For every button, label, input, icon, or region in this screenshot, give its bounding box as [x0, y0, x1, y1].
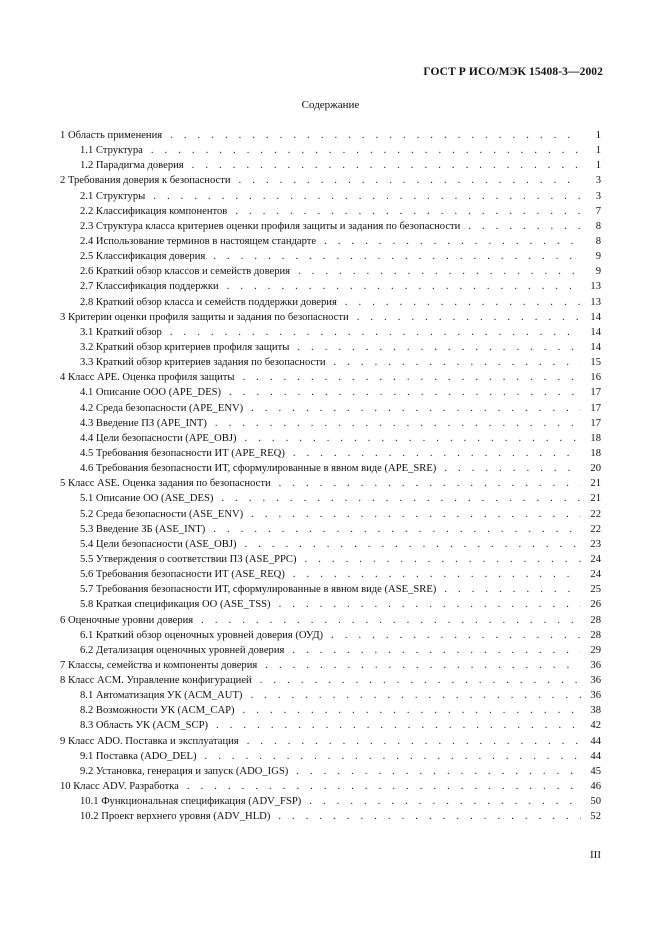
toc-entry-page: 8	[595, 220, 601, 232]
toc-entry-label: 4.6 Требования безопасности ИТ, сформулированные в явном виде (APE_SRE)	[80, 463, 437, 475]
toc-leader-dots	[468, 219, 581, 234]
toc-leader-dots	[260, 673, 581, 688]
toc-entry-page: 23	[590, 538, 601, 550]
toc-entry[interactable]	[60, 794, 601, 809]
toc-entry-page: 15	[590, 357, 601, 369]
toc-entry[interactable]	[60, 416, 601, 431]
toc-entry-label: 4.3 Введение ПЗ (APE_INT)	[80, 417, 207, 429]
toc-entry-page: 28	[590, 614, 601, 626]
toc-leader-dots	[297, 340, 581, 355]
toc-entry[interactable]	[60, 249, 601, 264]
toc-entry[interactable]	[60, 779, 601, 794]
toc-entry-page: 36	[590, 675, 601, 687]
toc-entry-page: 1	[595, 160, 601, 172]
toc-entry-page: 45	[590, 765, 601, 777]
toc-entry-label: 2.2 Классификация компонентов	[80, 205, 228, 217]
toc-entry[interactable]	[60, 749, 601, 764]
toc-entry[interactable]	[60, 401, 601, 416]
toc-entry-label: 5.5 Утверждения о соответствии ПЗ (ASE_PPC)	[80, 553, 297, 565]
toc-leader-dots	[215, 416, 581, 431]
toc-entry-label: 3.1 Краткий обзор	[80, 326, 162, 338]
toc-entry-label: 8.3 Область УК (ACM_SCP)	[80, 720, 209, 732]
toc-entry-page: 20	[590, 463, 601, 475]
toc-entry[interactable]	[60, 688, 601, 703]
toc-leader-dots	[242, 370, 581, 385]
toc-entry-label: 10.2 Проект верхнего уровня (ADV_HLD)	[80, 811, 271, 823]
toc-leader-dots	[187, 779, 581, 794]
toc-entry-page: 21	[590, 493, 601, 505]
toc-entry[interactable]	[60, 718, 601, 733]
toc-entry-page: 44	[590, 735, 601, 747]
toc-entry-label: 10.1 Функциональная спецификация (ADV_FSP)	[80, 796, 302, 808]
toc-entry-label: 1 Область применения	[60, 130, 163, 141]
toc-entry[interactable]	[60, 552, 601, 567]
toc-entry-label: 5.2 Среда безопасности (ASE_ENV)	[80, 508, 244, 520]
toc-leader-dots	[235, 204, 581, 219]
toc-leader-dots	[243, 703, 581, 718]
toc-entry-label: 9.1 Поставка (ADO_DEL)	[80, 750, 197, 762]
toc-entry[interactable]	[60, 507, 601, 522]
toc-entry-page: 18	[590, 447, 601, 459]
toc-entry-label: 5.8 Краткая спецификация ОО (ASE_TSS)	[80, 599, 271, 611]
toc-entry[interactable]	[60, 673, 601, 688]
toc-leader-dots	[170, 325, 581, 340]
toc-leader-dots	[334, 355, 581, 370]
toc-entry[interactable]	[60, 643, 601, 658]
toc-leader-dots	[444, 582, 581, 597]
toc-entry-page: 3	[595, 190, 601, 202]
toc-leader-dots	[205, 749, 581, 764]
toc-entry[interactable]	[60, 340, 601, 355]
toc-entry-label: 1.1 Структура	[80, 145, 143, 157]
toc-entry[interactable]	[60, 582, 601, 597]
toc-entry-page: 14	[590, 311, 601, 323]
toc-entry-page: 24	[590, 569, 601, 581]
toc-leader-dots	[239, 173, 581, 188]
toc-entry[interactable]	[60, 537, 601, 552]
toc-entry-page: 52	[590, 811, 601, 823]
toc-leader-dots	[216, 718, 581, 733]
toc-entry-label: 5.1 Описание ОО (ASE_DES)	[80, 493, 214, 505]
toc-entry-page: 14	[590, 326, 601, 338]
toc-entry-page: 9	[595, 266, 601, 278]
toc-entry[interactable]	[60, 158, 601, 173]
toc-entry-page: 17	[590, 402, 601, 414]
toc-entry-label: 8.1 Автоматизация УК (ACM_AUT)	[80, 690, 243, 702]
toc-entry-page: 38	[590, 705, 601, 717]
toc-entry-label: 5 Класс ASE. Оценка задания по безопасности	[60, 478, 271, 490]
toc-entry-label: 2.7 Классификация поддержки	[80, 281, 219, 293]
toc-leader-dots	[213, 249, 581, 264]
toc-entry-label: 3 Критерии оценки профиля защиты и задания по безопасности	[60, 311, 349, 323]
document-standard-header: ГОСТ Р ИСО/МЭК 15408-3—2002	[423, 66, 603, 78]
toc-entry-page: 42	[590, 720, 601, 732]
toc-entry[interactable]	[60, 264, 601, 279]
toc-entry-label: 4 Класс APE. Оценка профиля защиты	[60, 372, 235, 384]
toc-entry[interactable]	[60, 128, 601, 143]
toc-entry-page: 18	[590, 432, 601, 444]
toc-entry[interactable]	[60, 567, 601, 582]
toc-entry-label: 4.5 Требования безопасности ИТ (APE_REQ)	[80, 447, 285, 459]
toc-entry-page: 36	[590, 690, 601, 702]
toc-entry[interactable]	[60, 279, 601, 294]
toc-entry-page: 1	[595, 145, 601, 157]
toc-leader-dots	[153, 189, 581, 204]
toc-entry[interactable]	[60, 628, 601, 643]
toc-entry-page: 24	[590, 553, 601, 565]
toc-leader-dots	[298, 264, 581, 279]
toc-leader-dots	[229, 385, 581, 400]
toc-entry[interactable]	[60, 173, 601, 188]
toc-entry-label: 5.3 Введение ЗБ (ASE_INT)	[80, 523, 206, 535]
toc-entry-label: 2.1 Структуры	[80, 190, 146, 202]
toc-leader-dots	[151, 143, 581, 158]
toc-leader-dots	[265, 658, 581, 673]
toc-entry[interactable]	[60, 703, 601, 718]
toc-entry-page: 44	[590, 750, 601, 762]
toc-entry-label: 4.4 Цели безопасности (APE_OBJ)	[80, 432, 237, 444]
page-title: Содержание	[301, 99, 360, 111]
toc-entry-label: 4.1 Описание ООО (APE_DES)	[80, 387, 222, 399]
toc-leader-dots	[213, 522, 581, 537]
toc-entry[interactable]	[60, 431, 601, 446]
toc-leader-dots	[357, 310, 581, 325]
toc-leader-dots	[345, 295, 581, 310]
toc-entry-page: 8	[595, 235, 601, 247]
toc-entry-label: 2.3 Структура класса критериев оценки профиля защиты и задания по безопасности	[80, 220, 461, 232]
toc-entry[interactable]	[60, 310, 601, 325]
toc-entry-page: 36	[590, 659, 601, 671]
toc-entry-label: 5.4 Цели безопасности (ASE_OBJ)	[80, 538, 237, 550]
table-of-contents	[60, 128, 601, 824]
toc-leader-dots	[251, 507, 581, 522]
toc-entry-label: 4.2 Среда безопасности (APE_ENV)	[80, 402, 244, 414]
toc-entry[interactable]	[60, 325, 601, 340]
toc-leader-dots	[170, 128, 581, 143]
toc-entry-label: 8.2 Возможности УК (ACM_CAP)	[80, 705, 235, 717]
toc-entry-label: 2.5 Классификация доверия	[80, 251, 206, 263]
toc-entry[interactable]	[60, 234, 601, 249]
toc-entry-page: 26	[590, 599, 601, 611]
toc-leader-dots	[278, 809, 581, 824]
toc-entry[interactable]	[60, 658, 601, 673]
toc-leader-dots	[293, 446, 581, 461]
toc-entry-page: 22	[590, 523, 601, 535]
toc-entry-page: 22	[590, 508, 601, 520]
toc-entry-page: 21	[590, 478, 601, 490]
toc-entry[interactable]	[60, 522, 601, 537]
toc-entry[interactable]	[60, 764, 601, 779]
toc-entry-page: 29	[590, 644, 601, 656]
toc-entry-page: 7	[595, 205, 601, 217]
toc-entry[interactable]	[60, 204, 601, 219]
toc-entry-page: 28	[590, 629, 601, 641]
toc-entry-label: 2 Требования доверия к безопасности	[60, 175, 231, 187]
toc-entry-label: 3.3 Краткий обзор критериев задания по безопасности	[80, 357, 326, 369]
toc-entry-page: 14	[590, 341, 601, 353]
toc-leader-dots	[192, 158, 581, 173]
toc-entry-page: 50	[590, 796, 601, 808]
toc-entry-label: 10 Класс ADV. Разработка	[60, 781, 179, 793]
toc-leader-dots	[245, 537, 581, 552]
toc-leader-dots	[444, 461, 581, 476]
toc-entry[interactable]	[60, 385, 601, 400]
toc-leader-dots	[227, 279, 581, 294]
toc-entry-page: 3	[595, 175, 601, 187]
toc-entry[interactable]	[60, 461, 601, 476]
toc-entry-page: 17	[590, 417, 601, 429]
toc-entry[interactable]	[60, 734, 601, 749]
toc-entry[interactable]	[60, 370, 601, 385]
toc-entry-label: 1.2 Парадигма доверия	[80, 160, 184, 172]
toc-entry-label: 9.2 Установка, генерация и запуск (ADO_IGS)	[80, 765, 289, 777]
toc-entry[interactable]	[60, 446, 601, 461]
toc-entry[interactable]	[60, 491, 601, 506]
toc-entry-label: 7 Классы, семейства и компоненты доверия	[60, 659, 258, 671]
toc-leader-dots	[279, 476, 581, 491]
toc-leader-dots	[293, 567, 581, 582]
toc-entry-label: 9 Класс ADO. Поставка и эксплуатация	[60, 735, 239, 747]
toc-leader-dots	[292, 643, 581, 658]
toc-leader-dots	[309, 794, 581, 809]
toc-entry-page: 13	[590, 296, 601, 308]
toc-entry-label: 5.6 Требования безопасности ИТ (ASE_REQ)	[80, 569, 285, 581]
toc-entry-page: 9	[595, 251, 601, 263]
toc-entry-label: 5.7 Требования безопасности ИТ, сформулированные в явном виде (ASE_SRE)	[80, 584, 437, 596]
toc-leader-dots	[331, 628, 581, 643]
toc-entry-page: 46	[590, 781, 601, 793]
toc-leader-dots	[305, 552, 581, 567]
toc-leader-dots	[201, 613, 581, 628]
toc-entry-label: 6.1 Краткий обзор оценочных уровней доверия (ОУД)	[80, 629, 324, 641]
toc-entry-label: 2.8 Краткий обзор класса и семейств поддержки доверия	[80, 296, 337, 308]
toc-entry-label: 8 Класс ACM. Управление конфигурацией	[60, 675, 252, 687]
toc-entry-label: 3.2 Краткий обзор критериев профиля защиты	[80, 341, 290, 353]
toc-entry[interactable]	[60, 189, 601, 204]
toc-entry[interactable]	[60, 613, 601, 628]
toc-entry-label: 6.2 Детализация оценочных уровней доверия	[80, 644, 285, 656]
toc-entry-page: 1	[595, 130, 601, 141]
toc-leader-dots	[250, 688, 581, 703]
toc-entry[interactable]	[60, 597, 601, 612]
toc-entry-label: 2.4 Использование терминов в настоящем стандарте	[80, 235, 317, 247]
toc-leader-dots	[221, 491, 581, 506]
toc-entry-page: 13	[590, 281, 601, 293]
toc-leader-dots	[247, 734, 581, 749]
toc-entry[interactable]	[60, 295, 601, 310]
toc-leader-dots	[296, 764, 581, 779]
toc-leader-dots	[245, 431, 581, 446]
toc-entry-page: 17	[590, 387, 601, 399]
toc-entry[interactable]	[60, 219, 601, 234]
toc-leader-dots	[324, 234, 581, 249]
toc-leader-dots	[251, 401, 581, 416]
toc-entry-page: 16	[590, 372, 601, 384]
toc-entry-page: 25	[590, 584, 601, 596]
toc-entry-label: 2.6 Краткий обзор классов и семейств доверия	[80, 266, 291, 278]
toc-entry[interactable]	[60, 143, 601, 158]
toc-entry[interactable]	[60, 355, 601, 370]
page-number: III	[590, 849, 601, 861]
toc-entry[interactable]	[60, 809, 601, 824]
toc-entry-label: 6 Оценочные уровни доверия	[60, 614, 194, 626]
toc-entry[interactable]	[60, 476, 601, 491]
toc-leader-dots	[279, 597, 581, 612]
